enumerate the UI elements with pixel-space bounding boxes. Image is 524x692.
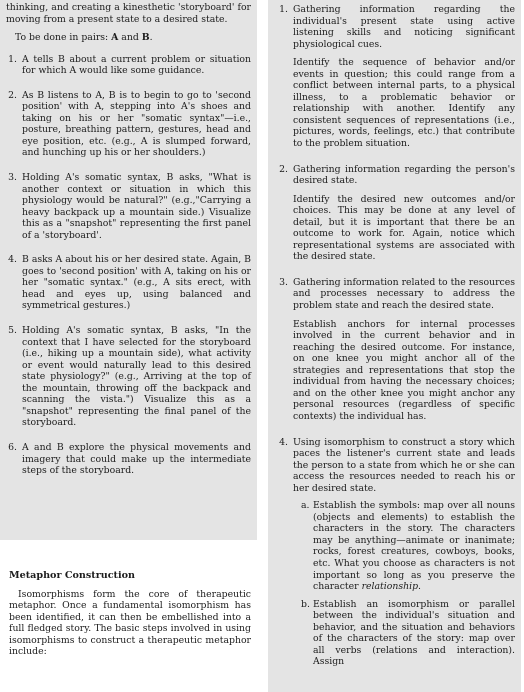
exercise-step [6,254,251,312]
section-paragraph: Isomorphisms form the core of therapeutic metaphor. Once a fundamental isomorphism has been identified, it can then be embellished into a full fledged story. The basic steps involved in using isomorphisms to construct a therapeutic metaphor include: [9,588,251,658]
step-detail: Identify the sequence of behavior and/or events in question; this could range from a conflict between internal parts, to a physical illness, to a problematic behavior or relationship with another. Identify any consistent sequences of representations (i.e., pictures, words, feelings, etc.) that contribute to the problem situation. [293,57,515,150]
step-number: 3. [8,172,17,184]
step-number: 2. [279,163,288,175]
sub-step-text: Establish the symbols: map over all nouns (objects and elements) to establish the characters in the story. The characters may be anything—animate or inanimate; rocks, forest creatures, cowboys, books, etc. What you choose as characters is not important so long as you preserve the character relationship. [313,500,515,593]
step-heading: Gathering information regarding the person's desired state. [293,163,515,187]
step-number: 4. [8,254,17,266]
step-number: 1. [279,4,288,15]
intro-text: thinking, and creating a kinesthetic 'storyboard' for moving from a present state to a desired state. [6,2,251,25]
step-text: Holding A's somatic syntax, B asks, "In the context that I have selected for the storyboard (i.e., hiking up a mountain side), what activity or event would naturally lead to this desired state physiology?" (e.g., Arriving at the top of the mountain, throwing off the backpack and scanning the vista.") Visualize this as a "snapshot" representing the final panel of the storyboard. [22,325,251,429]
step-text: As B listens to A, B is to begin to go to 'second position' with A, stepping into A's shoes and taking on his or her "somatic syntax"—i.e., posture, breathing pattern, gestures, head and eye position, etc. (e.g., A is slumped forward, and hunching up his or her shoulders.) [22,89,251,159]
step-number: 4. [279,436,288,448]
step-number: 5. [8,325,17,337]
exercise-step [6,325,251,429]
construction-step [276,437,515,668]
sub-step [301,500,515,592]
construction-step [276,4,515,150]
step-heading: Using isomorphism to construct a story which paces the listener's current state and leads the person to a state from which he or she can access the resources needed to reach his or her desired state. [293,436,515,494]
sub-step-label: a. [301,500,310,512]
step-text: A and B explore the physical movements and imagery that could make up the intermediate steps of the storyboard. [22,441,251,477]
step-detail: Establish anchors for internal processes involved in the current behavior and in reaching the desired outcome. For instance, on one knee you might anchor all of the strategies and representations that stop the individual from having the necessary choices; and on the other knee you might anchor any personal resources (regardless of specific contexts) the individual has. [293,318,515,422]
construction-step [276,164,515,263]
step-number: 1. [8,53,17,65]
right-column [268,0,521,692]
sub-step-text: Establish an isomorphism or parallel between the individual's situation and behavior, and the situation and behaviors of the characters of the story: map over all verbs (relations and interaction). Assign [313,598,515,668]
sub-step-label: b. [301,598,310,610]
exercise-box [0,0,257,540]
step-number: 3. [279,276,288,288]
step-detail: Identify the desired new outcomes and/or choices. This may be done at any level of detail, but it is important that there be an outcome to work for. Again, notice which representational systems are associated with the desired state. [293,193,515,263]
exercise-step [6,172,251,241]
step-heading: Gathering information related to the resources and processes necessary to address the problem state and reach the desired state. [293,276,515,312]
step-text: B asks A about his or her desired state. Again, B goes to 'second position' with A, taking on his or her "somatic syntax." (e.g., A sits erect, with head and eyes up, using balanced and symmetrical gestures.) [22,254,251,312]
pairs-instruction: To be done in pairs: A and B. [15,32,153,44]
step-text: A tells B about a current problem or situation for which A would like some guidance. [22,53,251,77]
construction-step [276,277,515,423]
exercise-step [6,442,251,477]
left-column [0,0,257,658]
exercise-step [6,90,251,159]
sub-step [301,599,515,668]
section-heading: Metaphor Construction [9,570,136,581]
steps-box [268,0,521,692]
step-text: Holding A's somatic syntax, B asks, "What is another context or situation in which this physiology would be natural?" (e.g.,"Carrying a heavy backpack up a mountain side.) Visualize this as a "snapshot" representing the first panel of a 'storyboard'. [22,172,251,241]
step-number: 6. [8,441,17,453]
exercise-step [6,54,251,77]
step-number: 2. [8,89,17,101]
step-heading: Gathering information regarding the individual's present state using active listening skills and noticing significant physiological cues. [293,4,515,50]
